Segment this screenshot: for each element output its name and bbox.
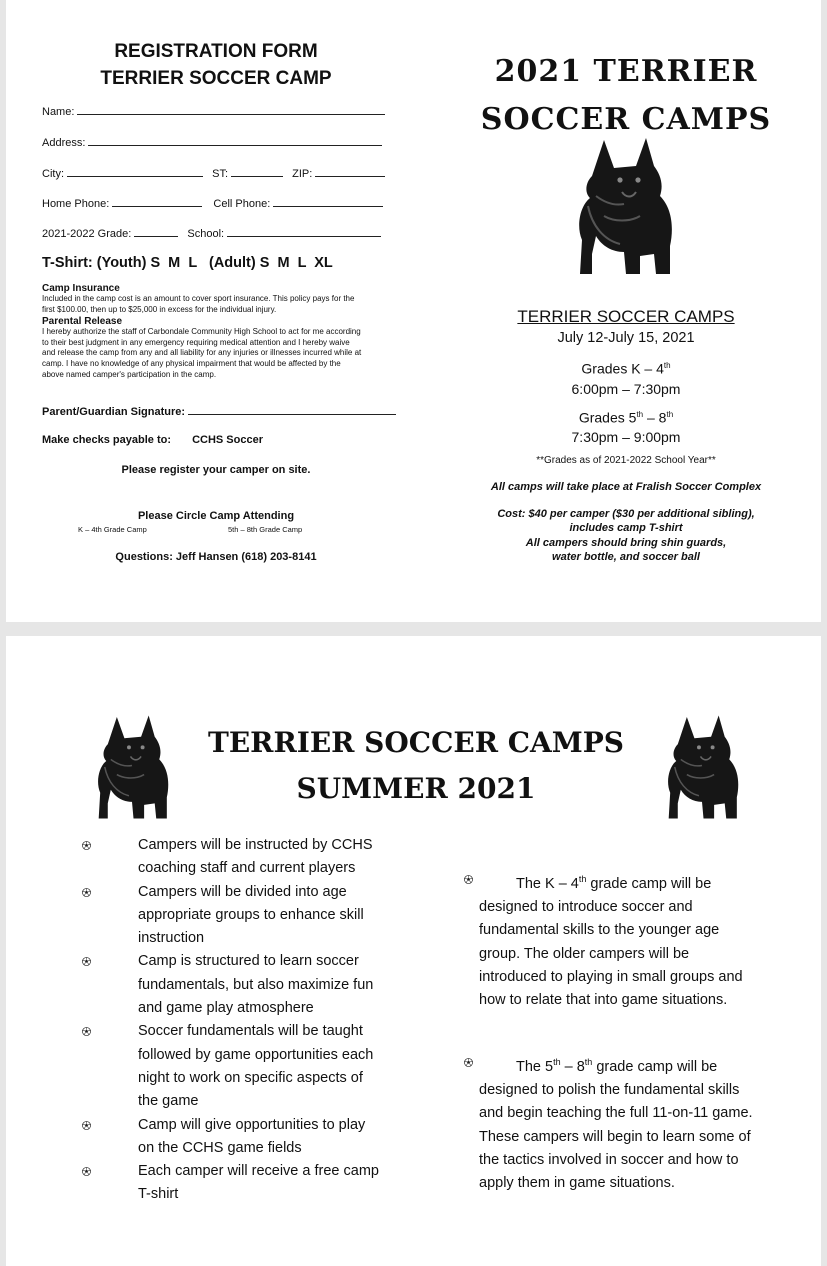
insurance-section xyxy=(42,283,392,380)
signature-label: Parent/Guardian Signature: xyxy=(42,406,186,418)
home-phone-label: Home Phone: xyxy=(42,198,110,210)
cost-line: includes camp T-shirt xyxy=(569,522,683,535)
group2-time: 7:30pm – 9:00pm xyxy=(571,429,681,446)
grades-5-8-first-line xyxy=(464,1051,794,1079)
list-item xyxy=(82,1020,412,1113)
zip-label: ZIP: xyxy=(292,168,313,180)
camps-heading: TERRIER SOCCER CAMPS xyxy=(517,307,735,326)
group2-grades-text: – 8 xyxy=(643,409,667,426)
address-label: Address: xyxy=(42,137,86,149)
list-item-line: Soccer fundamentals will be taught xyxy=(138,1023,363,1040)
grades-5-8-sup: th xyxy=(584,1057,593,1067)
soccer-ball-icon xyxy=(82,888,91,897)
list-item-line: coaching staff and current players xyxy=(138,860,356,877)
signature-line xyxy=(188,404,396,415)
soccer-ball-icon xyxy=(464,875,473,884)
cell-phone-line xyxy=(273,196,383,207)
release-heading: Parental Release xyxy=(42,316,123,328)
grades-5-8-first-rest: grade camp will be xyxy=(592,1058,718,1075)
paragraph-line: introduced to playing in small groups and xyxy=(479,969,743,986)
list-item-line: Campers will be instructed by CCHS xyxy=(138,837,373,853)
summer-title-line2: SUMMER 2021 xyxy=(296,772,536,805)
list-item-line: fundamentals, but also maximize fun xyxy=(138,976,374,993)
flyer-title-line2: SOCCER CAMPS xyxy=(480,102,772,137)
list-item-line: Campers will be divided into age xyxy=(138,883,347,900)
grades-5-8-lines xyxy=(464,1079,794,1195)
list-item-line: night to work on specific aspects of xyxy=(138,1069,363,1086)
checks-value: CCHS Soccer xyxy=(192,434,263,446)
cell-phone-label: Cell Phone: xyxy=(213,198,271,210)
list-item xyxy=(82,950,412,1020)
name-line xyxy=(77,104,385,115)
st-line xyxy=(231,166,283,177)
list-item-line: the game xyxy=(138,1093,199,1110)
group1-grades-sup: th xyxy=(663,361,671,370)
address-field[interactable] xyxy=(42,135,382,149)
camp-option-k4[interactable]: K – 4th Grade Camp xyxy=(78,525,147,534)
list-item-text xyxy=(82,1020,412,1113)
list-item xyxy=(82,1160,412,1207)
list-item-line: Each camper will receive a free camp xyxy=(138,1163,379,1180)
list-item-line: followed by game opportunities each xyxy=(138,1046,374,1063)
paragraph-line: how to relate that into game situations. xyxy=(479,992,728,1009)
list-item-line: on the CCHS game fields xyxy=(138,1139,302,1156)
grades-5-8-first-text: – 8 xyxy=(560,1058,585,1075)
release-line: camp. I have no knowledge of any physical impairment that would be affected by the xyxy=(42,358,341,368)
city-line xyxy=(67,166,203,177)
grade-line xyxy=(134,226,178,237)
school-label: School: xyxy=(187,228,225,240)
soccer-ball-icon xyxy=(82,957,91,966)
group1-grades xyxy=(446,356,806,379)
release-line: and release the camp from any and all liability for any injuries or illnesses incurred while at xyxy=(42,348,362,358)
k4-paragraph xyxy=(464,868,794,1013)
k4-first-rest: grade camp will be xyxy=(586,875,712,892)
list-item xyxy=(82,1114,412,1161)
list-item-text xyxy=(82,950,412,1020)
paragraph-line: designed to introduce soccer and xyxy=(479,899,693,916)
grades-5-8-sup: th xyxy=(553,1057,561,1067)
questions-contact: Questions: Jeff Hansen (618) 203-8141 xyxy=(115,551,317,563)
st-label: ST: xyxy=(212,168,229,180)
paragraph-line: apply them in game situations. xyxy=(479,1175,675,1192)
group1-time: 6:00pm – 7:30pm xyxy=(571,380,681,397)
list-item-line: T-shirt xyxy=(138,1186,179,1203)
summer-title-line1: TERRIER SOCCER CAMPS xyxy=(208,726,624,759)
grades-5-8-first-text: The 5 xyxy=(516,1058,554,1075)
scottish-terrier-icon xyxy=(664,714,740,820)
register-note: Please register your camper on site. xyxy=(121,464,311,476)
paragraph-line: These campers will begin to learn some of xyxy=(479,1128,751,1145)
registration-title-line1: REGISTRATION FORM xyxy=(114,41,318,62)
list-item xyxy=(82,881,412,951)
name-field[interactable] xyxy=(42,104,385,118)
home-phone-line xyxy=(112,196,202,207)
list-item-line: Camp will give opportunities to play xyxy=(138,1116,366,1133)
camp-option-5-8[interactable]: 5th – 8th Grade Camp xyxy=(228,525,303,534)
list-item-line: and game play atmosphere xyxy=(138,1000,314,1017)
name-label: Name: xyxy=(42,106,75,118)
insurance-line: first $100.00, then up to $25,000 in excess for the individual injury. xyxy=(42,304,277,314)
paragraph-line: and begin teaching the full 11-on-11 game. xyxy=(479,1105,753,1122)
list-item-text xyxy=(82,881,412,951)
scottish-terrier-icon xyxy=(574,136,674,276)
bring-line: All campers should bring shin guards, xyxy=(525,536,727,549)
release-line: I hereby authorize the staff of Carbondale Community High School to act for me according xyxy=(42,327,361,337)
tshirt-sizes[interactable]: T-Shirt: (Youth) S M L (Adult) S M L XL xyxy=(42,255,333,271)
signature-field[interactable] xyxy=(42,404,396,418)
group2-grades-text: Grades 5 xyxy=(578,409,637,426)
cost-line: Cost: $40 per camper ($30 per additional sibling), xyxy=(497,507,755,520)
grade-label: 2021-2022 Grade: xyxy=(42,228,132,240)
insurance-line: Included in the camp cost is an amount to cover sport insurance. This policy pays for the xyxy=(42,294,355,303)
list-item-line: instruction xyxy=(138,930,205,947)
registration-title-line2: TERRIER SOCCER CAMP xyxy=(100,68,332,89)
list-item xyxy=(82,834,412,881)
scottish-terrier-icon xyxy=(94,714,170,820)
paragraph-line: fundamental skills to the younger age xyxy=(479,922,720,939)
flyer-info xyxy=(446,306,806,565)
list-item-text xyxy=(82,834,412,881)
summer-title xyxy=(176,720,656,812)
grade-school-field[interactable] xyxy=(42,226,381,240)
registration-title xyxy=(26,38,406,92)
release-line: to their best judgment in any emergency requiring medical attention and I hereby waive xyxy=(42,337,350,347)
grades-note: **Grades as of 2021-2022 School Year** xyxy=(536,455,716,467)
group2-grades xyxy=(446,405,806,428)
features-list xyxy=(82,834,412,1207)
registration-page xyxy=(6,0,821,622)
camp-dates: July 12-July 15, 2021 xyxy=(557,330,695,346)
list-item-text xyxy=(82,1160,412,1207)
k4-sup: th xyxy=(578,874,587,884)
paragraph-line: designed to polish the fundamental skills xyxy=(479,1082,740,1099)
bring-line: water bottle, and soccer ball xyxy=(552,551,700,564)
k4-first-line xyxy=(464,868,794,896)
school-line xyxy=(227,226,381,237)
circle-camp-heading: Please Circle Camp Attending xyxy=(137,510,295,522)
soccer-ball-icon xyxy=(82,1121,91,1130)
group1-grades-text: Grades K – 4 xyxy=(581,360,664,377)
soccer-ball-icon xyxy=(464,1058,473,1067)
soccer-ball-icon xyxy=(82,1027,91,1036)
location-note: All camps will take place at Fralish Soccer Complex xyxy=(490,481,762,494)
checks-payable xyxy=(42,434,263,446)
soccer-ball-icon xyxy=(82,1167,91,1176)
group2-grades-sup: th xyxy=(636,409,644,419)
summer-info-page xyxy=(6,636,821,1266)
list-item-line: appropriate groups to enhance skill xyxy=(138,906,364,923)
k4-first-text: The K – 4 xyxy=(516,875,579,892)
paragraph-line: the tactics involved in soccer and how to xyxy=(479,1152,739,1169)
flyer-title xyxy=(446,48,806,144)
list-item-text xyxy=(82,1114,412,1161)
list-item-line: Camp is structured to learn soccer xyxy=(138,953,359,970)
phone-field[interactable] xyxy=(42,196,383,210)
city-label: City: xyxy=(42,168,64,180)
city-state-zip-field[interactable] xyxy=(42,166,385,180)
flyer-title-line1: 2021 TERRIER xyxy=(494,54,758,89)
paragraph-line: group. The older campers will be xyxy=(479,945,690,962)
insurance-heading: Camp Insurance xyxy=(42,283,120,294)
address-line xyxy=(88,135,382,146)
group2-grades-sup: th xyxy=(666,409,674,419)
grades-5-8-paragraph xyxy=(464,1051,794,1196)
k4-lines xyxy=(464,896,794,1012)
release-line: above named camper's participation in the camp. xyxy=(42,369,217,379)
checks-label: Make checks payable to: xyxy=(42,434,172,446)
zip-line xyxy=(315,166,385,177)
soccer-ball-icon xyxy=(82,841,91,850)
